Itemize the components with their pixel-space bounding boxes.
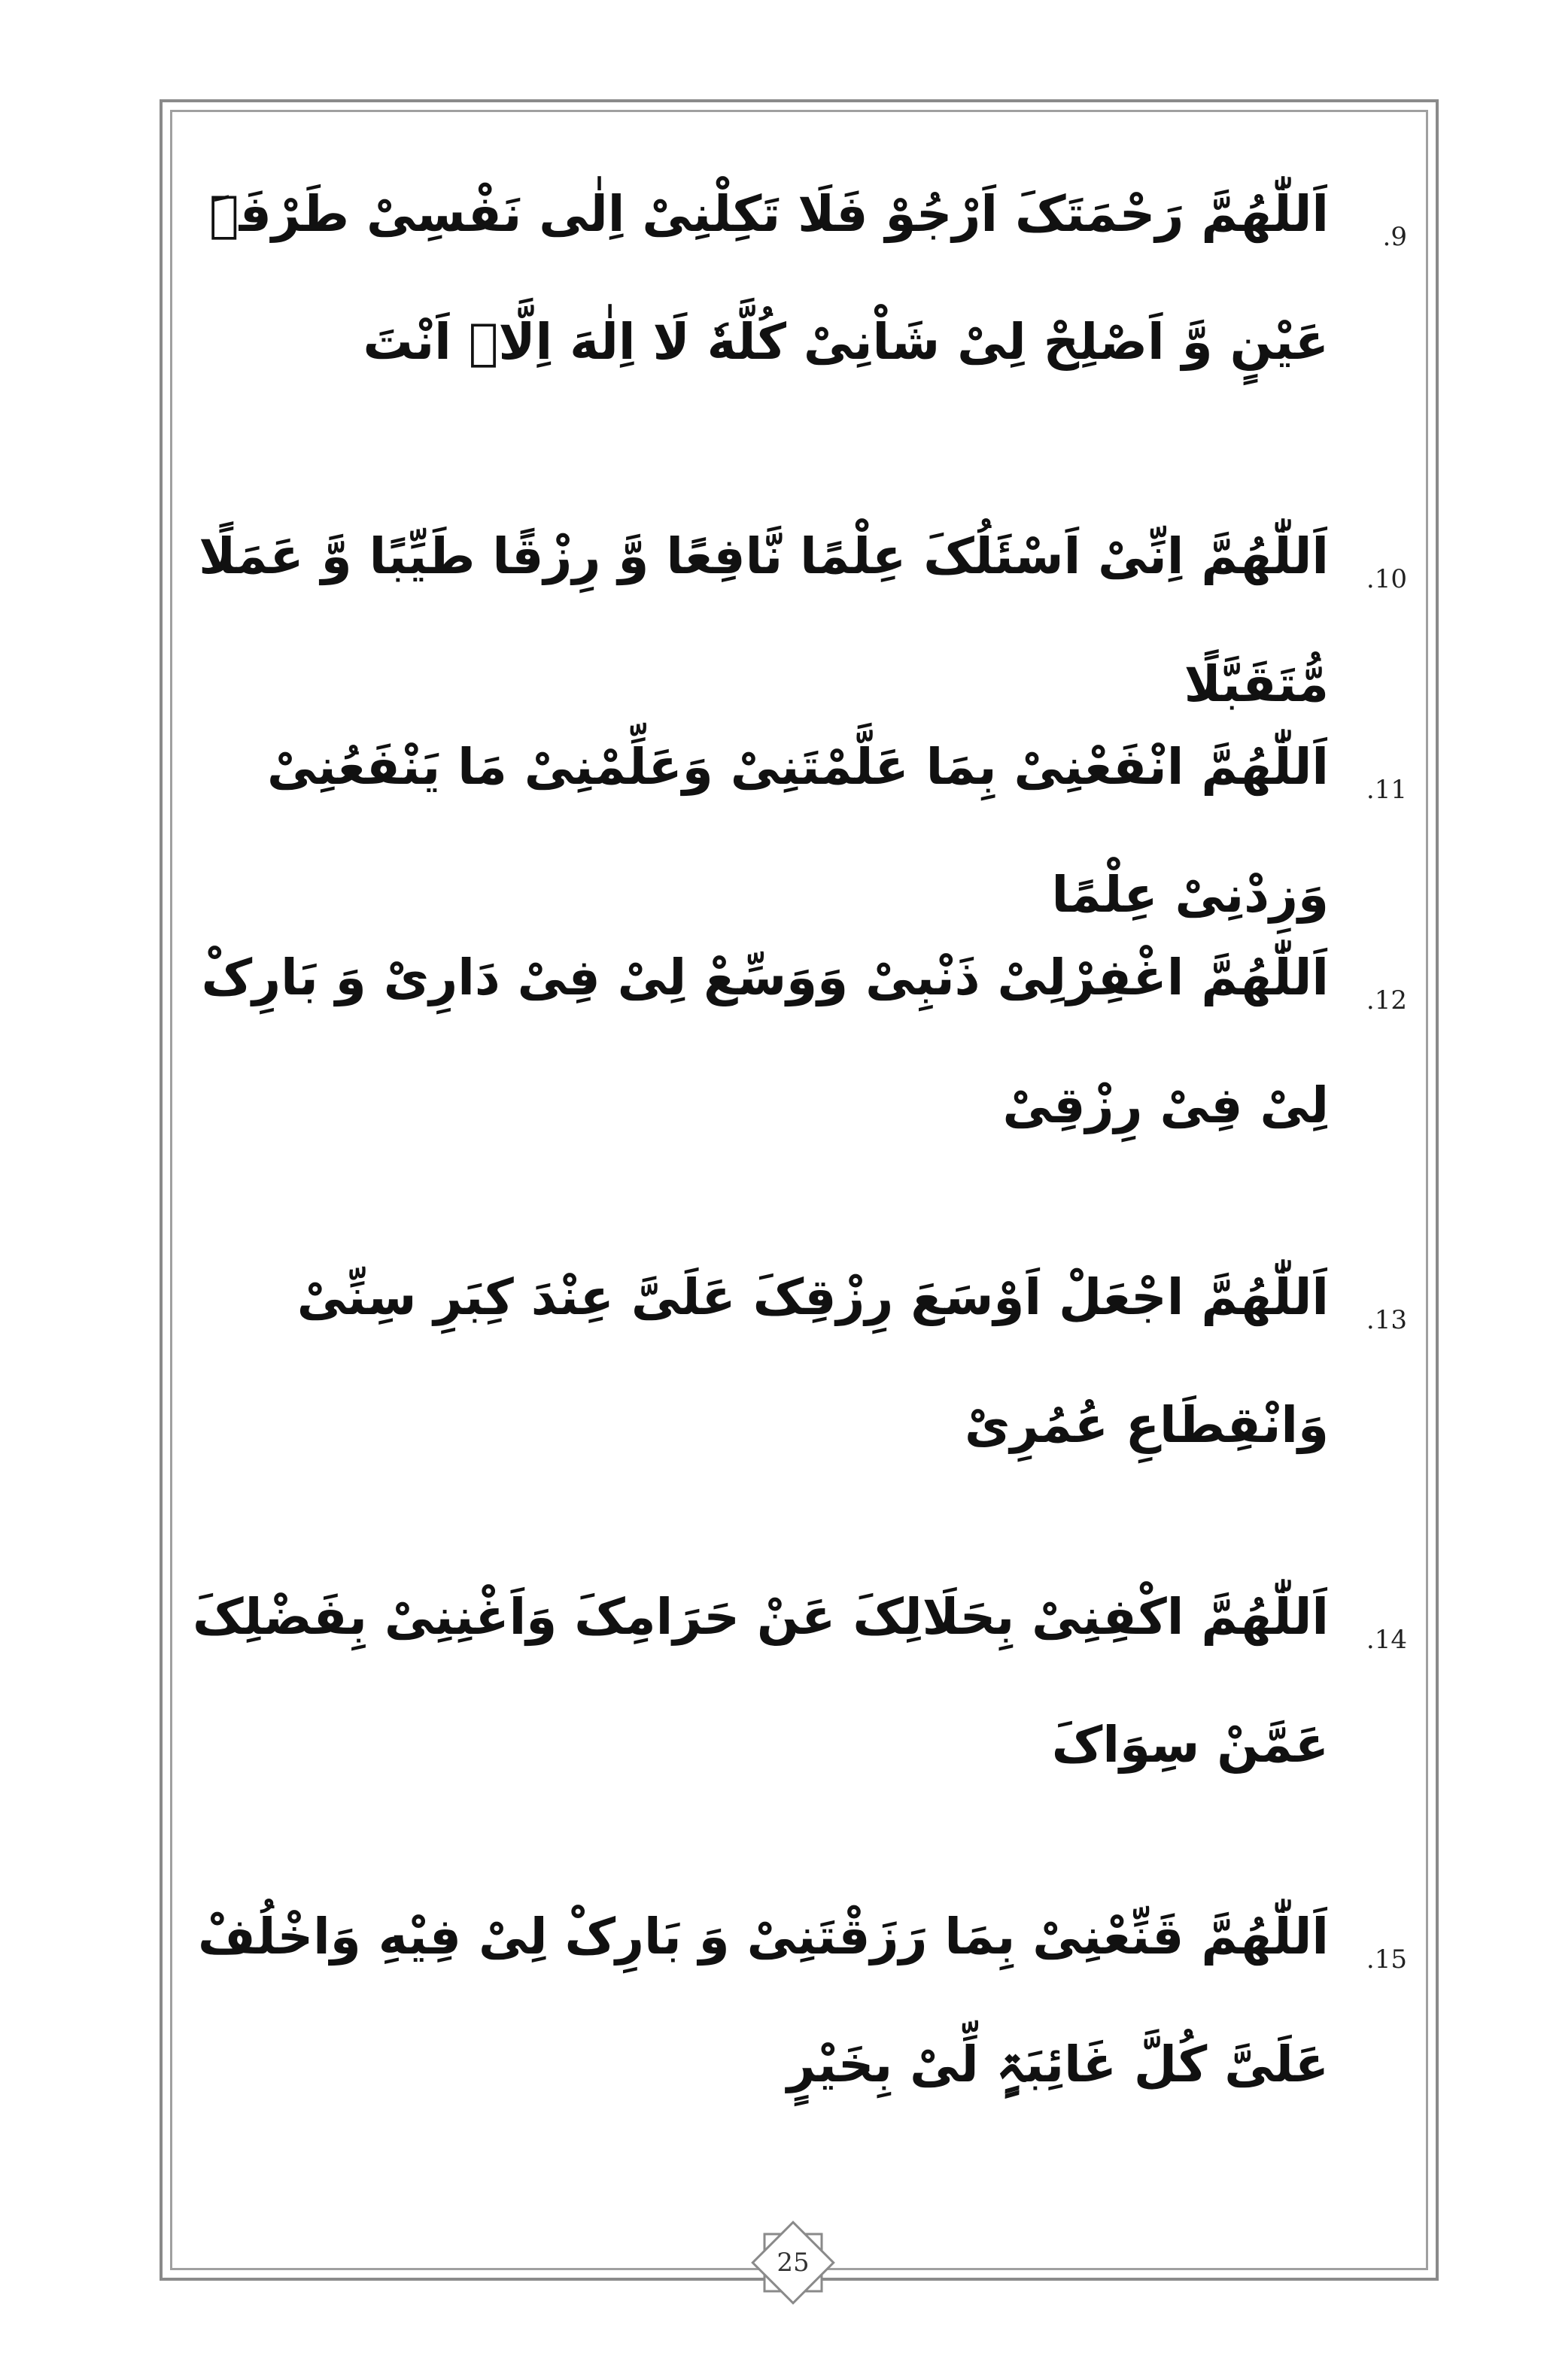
page-number: 25 [777,2248,810,2278]
entry-text: اَللّٰھُمَّ انْفَعْنِیْ بِمَا عَلَّمْتَنِیْ وَعَلِّمْنِیْ مَا یَنْفَعُنِیْ وَزِدْنِیْ عِلْمًا [266,738,1329,924]
entry-number: .13 [1366,1305,1407,1335]
entry-number: .9 [1382,222,1407,252]
entry-number: .12 [1366,985,1407,1015]
entry-text: اَللّٰھُمَّ قَنِّعْنِیْ بِمَا رَزَقْتَنِیْ وَ بَارِکْ لِیْ فِیْهِ وَاخْلُفْ عَلَیَّ کُلَّ غَائِبَۃٍ لِّیْ بِخَیْرٍ [198,1908,1329,2093]
entry-number: .15 [1366,1944,1407,1975]
entry-text: اَللّٰھُمَّ اکْفِنِیْ بِحَلَالِکَ عَنْ حَرَامِکَ وَاَغْنِنِیْ بِفَضْلِکَ عَمَّنْ سِوَاکَ [193,1588,1329,1774]
entry-text: اَللّٰھُمَّ اجْعَلْ اَوْسَعَ رِزْقِکَ عَلَیَّ عِنْدَ کِبَرِ سِنِّیْ وَانْقِطَاعِ عُمُرِیْ [296,1268,1329,1454]
entry-number: .10 [1366,564,1407,594]
page-number-ornament [748,2218,838,2308]
entry-text: اَللّٰھُمَّ رَحْمَتَکَ اَرْجُوْ فَلَا تَکِلْنِیْ اِلٰی نَفْسِیْ طَرْفَۃَ عَیْنٍ وَّ اَصْلِحْ لِیْ شَاْنِیْ کُلَّهٗ لَا اِلٰهَ اِلَّاۤ اَنْتَ [209,185,1329,371]
entry-number: .14 [1366,1625,1407,1655]
entry-text: اَللّٰھُمَّ اِنِّیْ اَسْئَلُکَ عِلْمًا نَّافِعًا وَّ رِزْقًا طَیِّبًا وَّ عَمَلًا مُّتَقَبَّلًا [199,527,1329,713]
entry-number: .11 [1366,775,1407,805]
entry-text: اَللّٰھُمَّ اغْفِرْلِیْ ذَنْبِیْ وَوَسِّعْ لِیْ فِیْ دَارِیْ وَ بَارِکْ لِیْ فِیْ رِزْقِیْ [201,949,1329,1134]
